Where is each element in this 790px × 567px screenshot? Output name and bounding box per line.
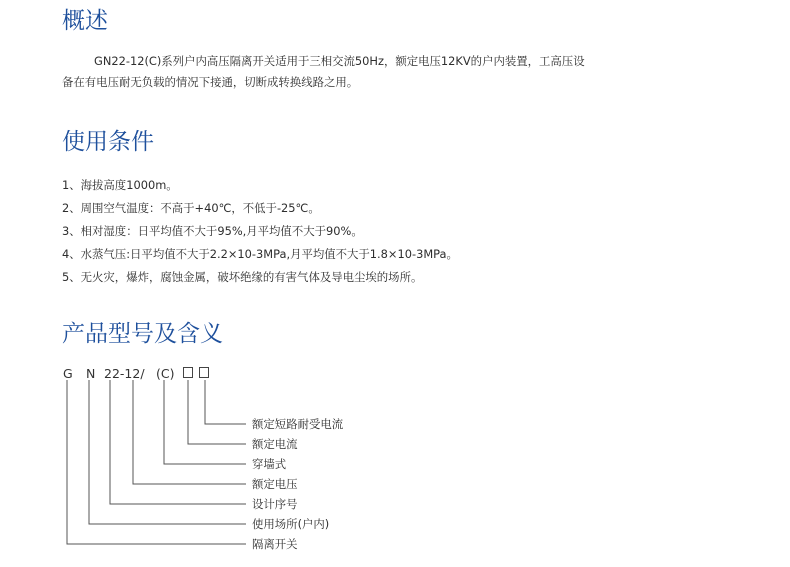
conditions-title: 使用条件	[62, 129, 154, 155]
leader-line-location	[89, 380, 246, 524]
code-g: G	[63, 366, 73, 381]
meaning-label: 额定短路耐受电流	[252, 417, 344, 431]
overview-line-1: GN22-12(C)系列户内高压隔离开关适用于三相交流50Hz，额定电压12KV的户内装置，工高压设	[94, 54, 585, 68]
model-title: 产品型号及含义	[62, 321, 223, 347]
leader-line-current	[188, 380, 246, 444]
meaning-label: 使用场所(户内)	[252, 517, 330, 531]
meaning-label: 隔离开关	[252, 537, 298, 551]
condition-item: 4、水蒸气压:日平均值不大于2.2×10-3MPa,月平均值不大于1.8×10-3MPa。	[62, 247, 458, 261]
overview-title: 概述	[62, 8, 108, 34]
condition-item: 5、无火灾，爆炸，腐蚀金属，破坏绝缘的有害气体及导电尘埃的场所。	[62, 270, 423, 284]
meaning-label: 额定电压	[252, 477, 298, 491]
condition-item: 1、海拔高度1000m。	[62, 178, 178, 192]
meaning-label: 穿墙式	[252, 457, 287, 471]
leader-line-voltage	[133, 380, 246, 484]
condition-item: 2、周围空气温度：不高于+40℃，不低于-25℃。	[62, 201, 320, 215]
leader-line-switch	[67, 380, 246, 544]
condition-item: 3、相对湿度：日平均值不大于95%,月平均值不大于90%。	[62, 224, 363, 238]
code-number: 22-12/	[104, 366, 145, 381]
overview-line-2: 备在有电压耐无负载的情况下接通，切断成转换线路之用。	[62, 75, 359, 89]
meaning-label: 额定电流	[252, 437, 298, 451]
code-n: N	[86, 366, 96, 381]
meaning-label: 设计序号	[252, 497, 298, 511]
leader-line-short-circuit	[205, 380, 246, 424]
leader-line-design	[110, 380, 246, 504]
code-variant: (C)	[156, 366, 175, 381]
